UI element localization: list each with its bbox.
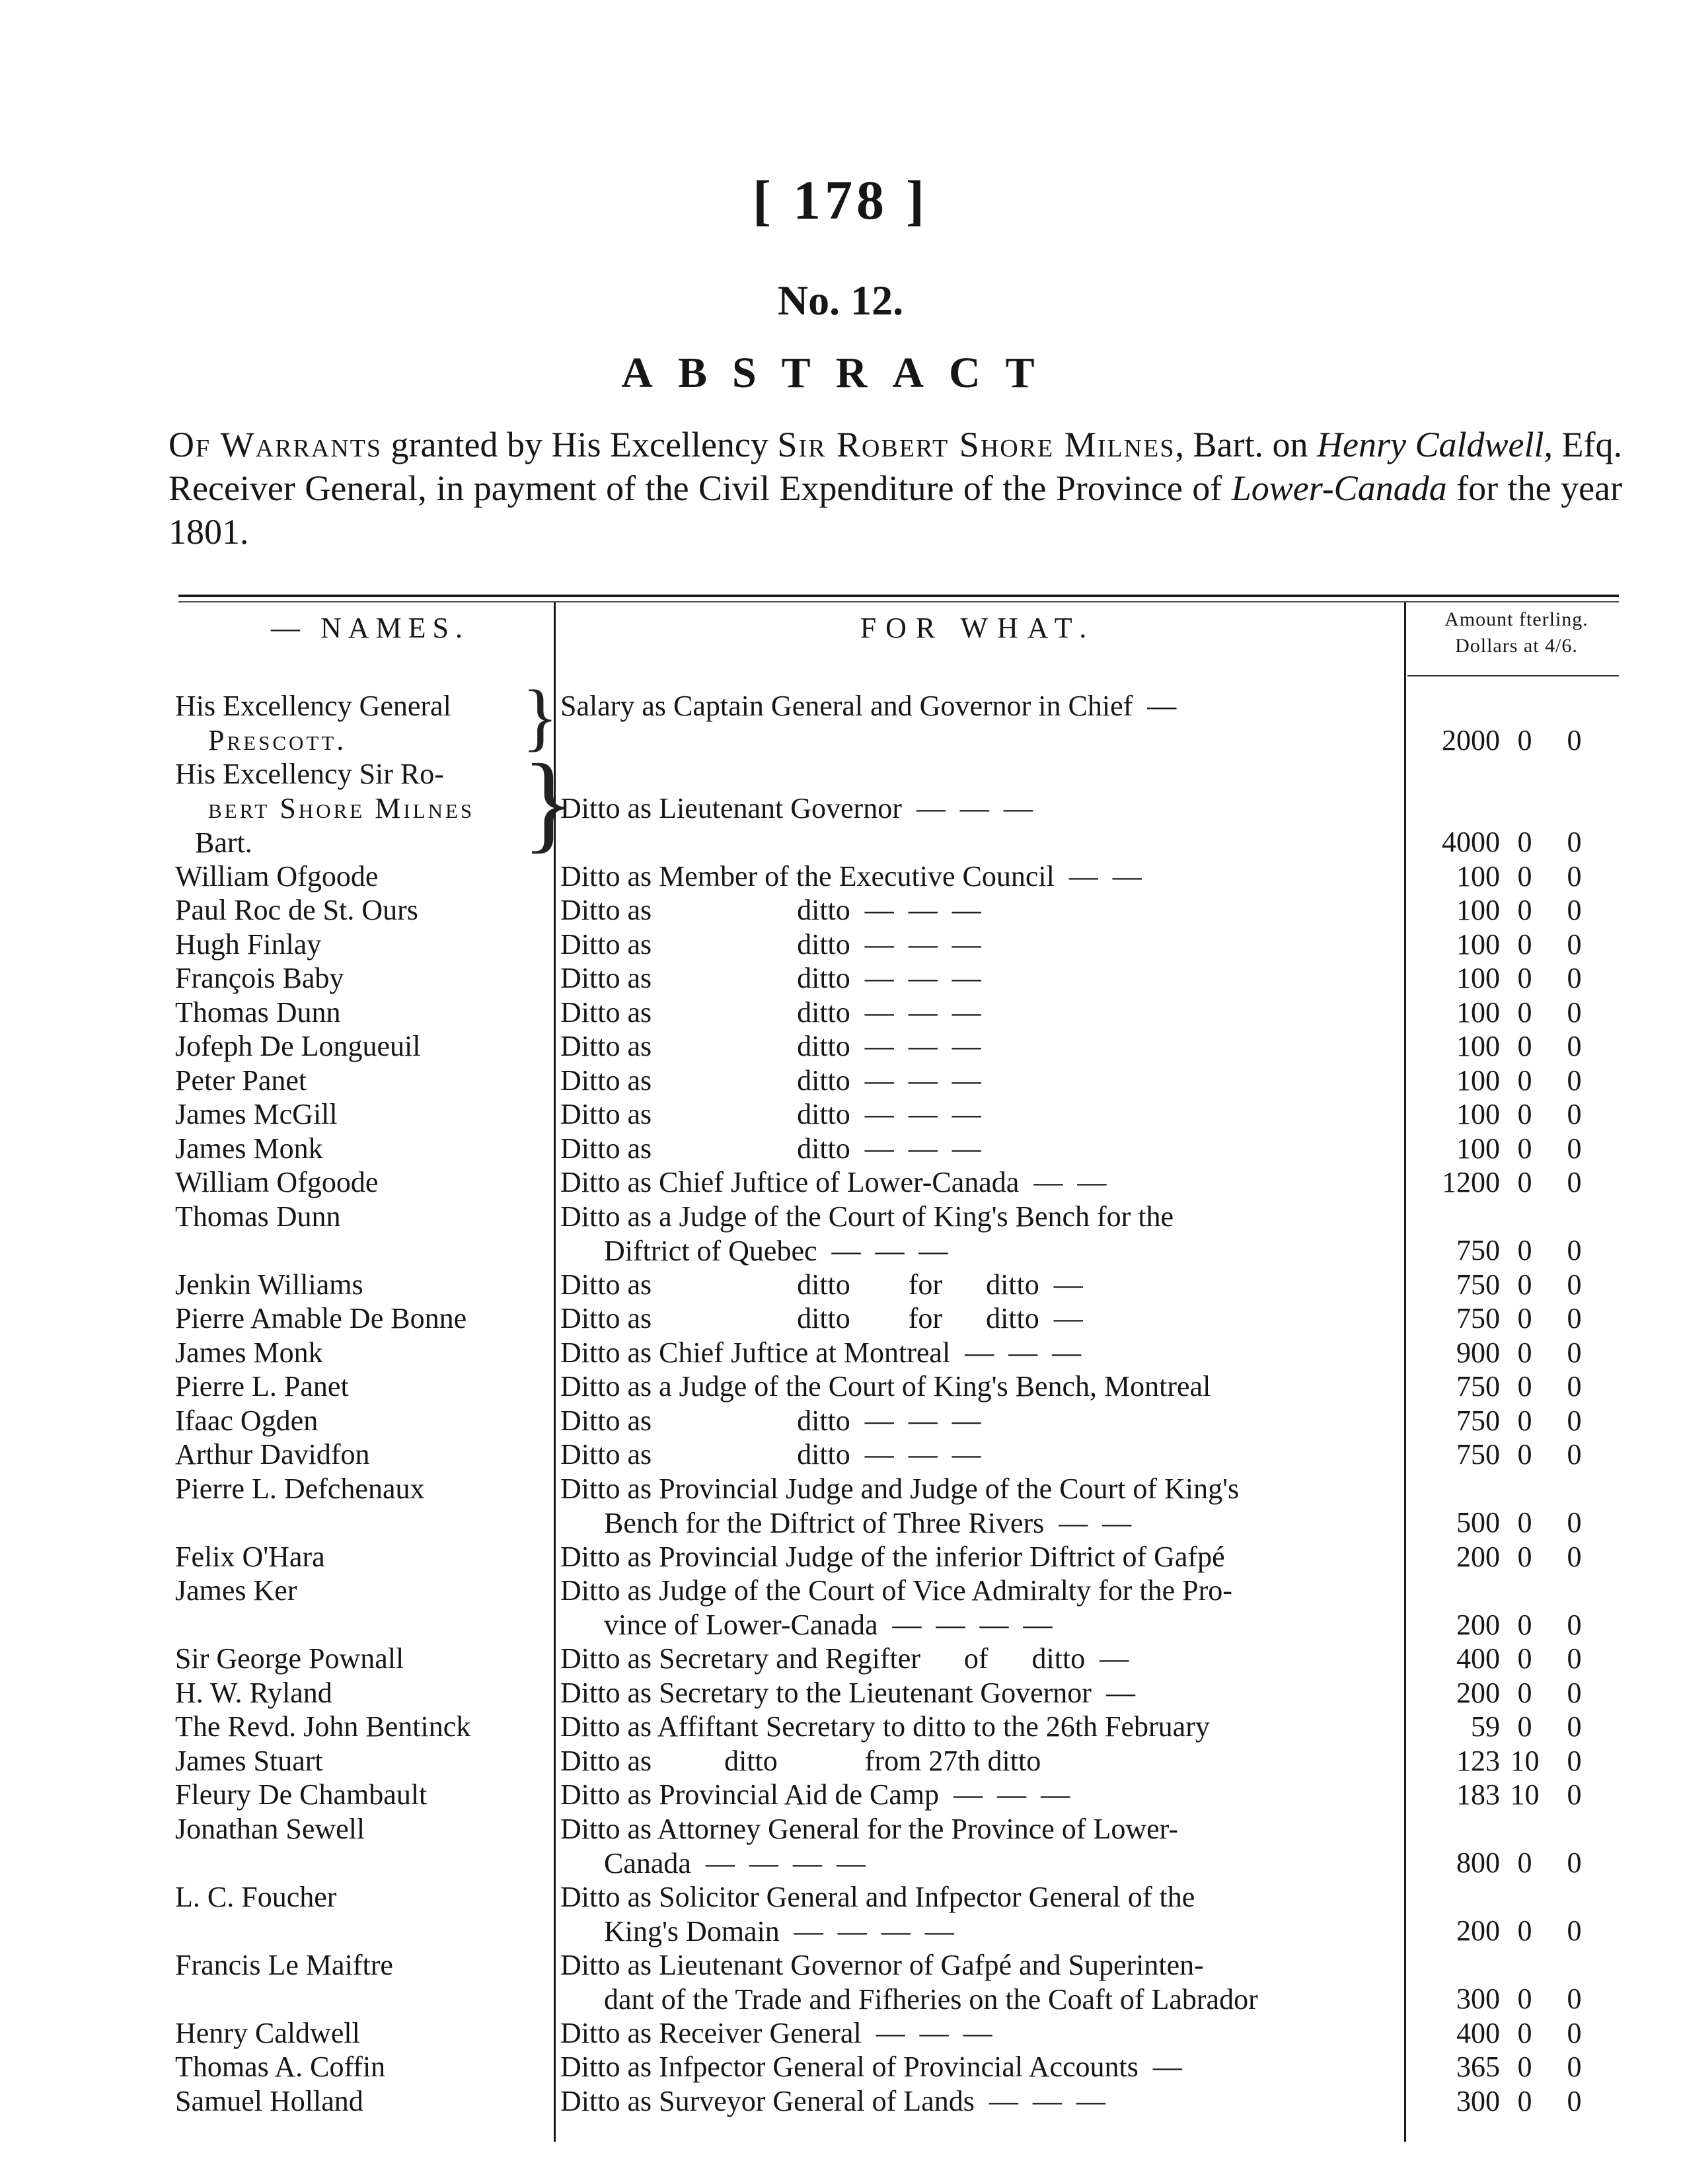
amount-pounds: 100 [1456,1132,1500,1165]
row-description [560,1369,1400,1404]
amount-pence: 0 [1567,962,1582,994]
row-description [560,1812,1400,1881]
row-name-line: L. C. Foucher [175,1880,337,1913]
amount-shillings: 0 [1517,1404,1532,1437]
header-amount-line2: Dollars at 4/6. [1455,635,1578,657]
row-amount [1414,1608,1625,1642]
document-title: ABSTRACT [621,349,1060,397]
row-description [560,1165,1400,1200]
amount-pounds: 200 [1456,1676,1500,1709]
row-amount [1414,1642,1625,1676]
amount-shillings: 0 [1517,996,1532,1029]
amount-shillings: 0 [1517,2084,1532,2117]
row-name-line: James Monk [175,1132,323,1165]
row-name [175,1165,545,1200]
row-description [560,1642,1400,1676]
amount-shillings: 0 [1517,1608,1532,1641]
intro-part-7: Lower-Canada [1231,468,1447,508]
amount-pounds: 300 [1456,2084,1500,2117]
row-amount [1414,2050,1625,2084]
intro-part-1: Of Warrants [168,425,383,464]
row-name [175,1369,545,1404]
row-name [175,961,545,996]
row-name-line: James Ker [175,1574,297,1607]
row-amount [1414,1914,1625,1948]
amount-pence: 0 [1567,1778,1582,1811]
row-description [560,1097,1400,1132]
amount-pence: 0 [1567,723,1582,756]
row-name [175,928,545,962]
row-name-line: Jofeph De Longueuil [175,1030,421,1062]
amount-pounds: 100 [1456,1064,1500,1097]
row-description [560,893,1400,928]
row-name-line: The Revd. John Bentinck [175,1710,471,1743]
row-description-line: Ditto as Chief Juftice of Lower-Canada — — [560,1166,1107,1198]
amount-pence: 0 [1567,1540,1582,1573]
amount-shillings: 0 [1517,1370,1532,1402]
amount-shillings: 0 [1517,1983,1532,2015]
header-amount-line1: Amount fterling. [1444,608,1588,630]
row-amount [1414,1132,1625,1166]
row-description [560,1880,1400,1949]
row-name [175,2050,545,2084]
row-name-line: Ifaac Ogden [175,1404,318,1437]
row-name [175,1200,545,1234]
amount-pounds: 1200 [1442,1166,1500,1198]
row-name-line: Jonathan Sewell [175,1812,365,1845]
amount-pence: 0 [1567,1404,1582,1437]
row-description [560,1200,1400,1268]
row-name [175,1948,545,1983]
header-amount-rule [1407,675,1619,676]
row-description-line: Ditto as ditto — — — [560,1132,981,1165]
amount-pounds: 200 [1456,1608,1500,1641]
row-name [175,1710,545,1744]
row-amount [1414,1778,1625,1812]
row-name [175,1676,545,1710]
amount-pence: 0 [1567,1608,1582,1641]
row-amount [1414,1301,1625,1336]
row-description [560,1132,1400,1166]
row-name-line: François Baby [175,962,344,994]
row-description [560,996,1400,1030]
row-name [175,1812,545,1846]
row-name-line: James Stuart [175,1744,323,1777]
row-description-line: Ditto as Receiver General — — — [560,2016,992,2049]
amount-pence: 0 [1567,2084,1582,2117]
amount-shillings: 10 [1510,1778,1540,1811]
row-name [175,996,545,1030]
row-description-line: Canada — — — — [560,1846,866,1879]
amount-pounds: 300 [1456,1983,1500,2015]
row-description [560,1472,1400,1541]
amount-shillings: 0 [1517,723,1532,756]
amount-pence: 0 [1567,996,1582,1029]
amount-pounds: 183 [1456,1778,1500,1811]
row-name [175,1574,545,1608]
amount-pence: 0 [1567,1064,1582,1097]
row-amount [1414,996,1625,1030]
intro-part-3: Sir Robert Shore Milnes [777,425,1176,464]
amount-pence: 0 [1567,1030,1582,1062]
intro-part-2: granted by His Excellency [382,425,778,464]
row-amount [1414,1064,1625,1098]
row-amount [1414,1744,1625,1778]
amount-shillings: 0 [1517,1302,1532,1334]
row-name-line: Bart. [195,826,252,859]
header-amount [1407,606,1625,659]
row-name [175,1301,545,1336]
row-description-line: Ditto as ditto — — — [560,894,981,926]
row-name [175,1880,545,1914]
amount-pence: 0 [1567,826,1582,858]
amount-shillings: 0 [1517,1540,1532,1573]
row-name-line: Pierre Amable De Bonne [175,1302,467,1334]
row-amount [1414,1710,1625,1744]
amount-pence: 0 [1567,859,1582,892]
amount-pence: 0 [1567,1268,1582,1301]
row-amount [1414,1369,1625,1404]
row-description-line: King's Domain — — — — [560,1914,954,1947]
row-description-line: Ditto as Solicitor General and Infpector General of the [560,1880,1195,1913]
row-name [175,2016,545,2051]
table-top-rule-thin [178,601,1619,602]
row-amount [1414,1506,1625,1540]
amount-shillings: 0 [1517,1710,1532,1743]
amount-shillings: 0 [1517,2016,1532,2049]
row-description-line: Ditto as ditto — — — [560,996,981,1029]
amount-pounds: 100 [1456,1030,1500,1062]
row-description [560,689,1400,723]
row-description-line: Ditto as ditto — — — [560,962,981,994]
amount-pence: 0 [1567,1983,1582,2015]
row-amount [1414,1165,1625,1200]
amount-pounds: 400 [1456,1642,1500,1675]
row-description-line: Ditto as Chief Juftice at Montreal — — — [560,1336,1082,1369]
row-description [560,1438,1400,1472]
amount-shillings: 0 [1517,1098,1532,1130]
row-description-line: Ditto as Lieutenant Governor — — — [560,792,1033,824]
row-description [560,1948,1400,2017]
amount-pounds: 750 [1456,1370,1500,1402]
row-amount [1414,1097,1625,1132]
amount-pounds: 100 [1456,859,1500,892]
row-description-line: Ditto as Attorney General for the Province of Lower- [560,1812,1179,1845]
intro-part-8: for the year 1801. [168,468,1622,552]
column-separator-amount [1404,602,1406,2142]
amount-shillings: 0 [1517,1336,1532,1369]
row-description-line: Ditto as ditto from 27th ditto [560,1744,1041,1777]
row-description-line: Ditto as ditto — — — [560,928,981,961]
row-name-line: Fleury De Chambault [175,1778,428,1811]
amount-pounds: 100 [1456,996,1500,1029]
row-description [560,1336,1400,1370]
amount-pence: 0 [1567,1642,1582,1675]
row-amount [1414,1336,1625,1370]
row-amount [1414,1404,1625,1438]
amount-pounds: 800 [1456,1846,1500,1879]
row-name-line: Jenkin Williams [175,1268,363,1301]
row-description-line: Ditto as ditto for ditto — [560,1302,1083,1334]
row-name [175,1097,545,1132]
row-description-line: vince of Lower-Canada — — — — [560,1609,1053,1641]
amount-pence: 0 [1567,2051,1582,2083]
amount-pounds: 750 [1456,1302,1500,1334]
amount-pence: 0 [1567,1846,1582,1879]
row-name-line: James Monk [175,1336,323,1369]
row-name-line: His Excellency General [175,690,451,722]
row-description [560,859,1400,894]
row-name [175,1404,545,1438]
amount-pounds: 365 [1456,2051,1500,2083]
row-description [560,2016,1400,2051]
amount-shillings: 0 [1517,962,1532,994]
row-name-line: Henry Caldwell [175,2016,360,2049]
amount-shillings: 0 [1517,1846,1532,1879]
row-name [175,1132,545,1166]
row-name-line: Paul Roc de St. Ours [175,894,418,926]
row-amount [1414,1540,1625,1574]
amount-pounds: 123 [1456,1744,1500,1777]
amount-shillings: 0 [1517,2051,1532,2083]
row-name-line: Thomas A. Coffin [175,2051,386,2083]
amount-shillings: 0 [1517,1166,1532,1198]
row-description-line: Ditto as Affiftant Secretary to ditto to the 26th February [560,1710,1210,1743]
amount-shillings: 10 [1510,1744,1540,1777]
row-name-line: William Ofgoode [175,1166,379,1198]
header-names: — NAMES. [270,612,470,644]
intro-part-5: Henry Caldwell [1317,425,1544,464]
intro-part-6: , Efq. Receiver General, in payment of the Civil Expenditure of the Province of [168,425,1622,508]
amount-pence: 0 [1567,1336,1582,1369]
row-name [175,1336,545,1370]
row-description-line: Ditto as ditto — — — [560,1098,981,1130]
row-amount [1414,893,1625,928]
row-name-line: James McGill [175,1098,338,1130]
amount-pounds: 750 [1456,1438,1500,1471]
row-name [175,893,545,928]
amount-pence: 0 [1567,1098,1582,1130]
amount-pence: 0 [1567,1438,1582,1471]
row-name-line: Sir George Pownall [175,1642,404,1675]
row-name-line: H. W. Ryland [175,1676,332,1709]
amount-pence: 0 [1567,1710,1582,1743]
amount-shillings: 0 [1517,1064,1532,1097]
row-description [560,2050,1400,2084]
row-description [560,1676,1400,1710]
row-name [175,1029,545,1064]
row-description-line: Ditto as Member of the Executive Council — — [560,859,1142,892]
row-amount [1414,1676,1625,1710]
row-description-line: Ditto as a Judge of the Court of King's Bench, Montreal [560,1370,1211,1402]
row-description-line: Bench for the Diftrict of Three Rivers — — [560,1506,1132,1539]
row-description-line: Ditto as Secretary to the Lieutenant Governor — [560,1676,1135,1709]
amount-shillings: 0 [1517,1030,1532,1062]
row-name-line: Prescott. [208,724,347,756]
row-name-line: Peter Panet [175,1064,307,1097]
row-description-line: Ditto as Infpector General of Provincial Accounts — [560,2051,1182,2083]
row-amount [1414,928,1625,962]
amount-shillings: 0 [1517,928,1532,961]
row-amount [1414,1029,1625,1064]
amount-shillings: 0 [1517,1132,1532,1165]
amount-pence: 0 [1567,1166,1582,1198]
row-amount [1414,825,1625,859]
amount-shillings: 0 [1517,1268,1532,1301]
row-name [175,1540,545,1574]
row-description [560,757,1400,826]
amount-pence: 0 [1567,1914,1582,1947]
amount-pounds: 500 [1456,1506,1500,1539]
amount-shillings: 0 [1517,1676,1532,1709]
row-description-line: Ditto as Surveyor General of Lands — — — [560,2084,1105,2117]
row-description [560,1540,1400,1574]
row-description-line: Ditto as Judge of the Court of Vice Admiralty for the Pro- [560,1574,1232,1607]
document-number: No. 12. [777,277,904,324]
row-name [175,1472,545,1506]
table-top-rule [178,595,1619,597]
row-description-line [560,757,1400,791]
amount-pounds: 200 [1456,1540,1500,1573]
row-description-line: Ditto as ditto for ditto — [560,1268,1083,1301]
amount-shillings: 0 [1517,826,1532,858]
amount-pence: 0 [1567,1302,1582,1334]
amount-pence: 0 [1567,1676,1582,1709]
amount-shillings: 0 [1517,1642,1532,1675]
row-description-line: Ditto as ditto — — — [560,1030,981,1062]
row-name-line: Arthur Davidfon [175,1438,370,1471]
row-description [560,1574,1400,1642]
row-description-line: Ditto as Provincial Aid de Camp — — — [560,1778,1070,1811]
row-description [560,1064,1400,1098]
amount-shillings: 0 [1517,1234,1532,1266]
row-amount [1414,859,1625,894]
amount-pence: 0 [1567,894,1582,926]
row-name-line: Pierre L. Defchenaux [175,1472,425,1505]
row-description-line: Ditto as a Judge of the Court of King's Bench for the [560,1200,1174,1233]
row-name-line: Pierre L. Panet [175,1370,349,1402]
row-description [560,1710,1400,1744]
row-description-line: Ditto as ditto — — — [560,1064,981,1097]
row-name [175,1268,545,1302]
amount-pounds: 200 [1456,1914,1500,1947]
row-description-line: Ditto as ditto — — — [560,1438,981,1471]
row-amount [1414,723,1625,758]
row-description [560,2084,1400,2119]
row-description-line: Ditto as ditto — — — [560,1404,981,1437]
amount-pounds: 4000 [1442,826,1500,858]
row-name-line: William Ofgoode [175,859,379,892]
row-description [560,1404,1400,1438]
row-amount [1414,1268,1625,1302]
amount-pounds: 750 [1456,1404,1500,1437]
row-description-line: Ditto as Secretary and Regifter of ditto — [560,1642,1129,1675]
amount-pence: 0 [1567,1234,1582,1266]
row-amount [1414,1438,1625,1472]
row-name-line: Thomas Dunn [175,996,341,1029]
row-amount [1414,961,1625,996]
row-description [560,1778,1400,1812]
amount-pence: 0 [1567,1506,1582,1539]
row-name-line: Hugh Finlay [175,928,322,961]
row-name [175,757,545,860]
amount-pounds: 100 [1456,894,1500,926]
amount-pounds: 900 [1456,1336,1500,1369]
row-description-line: Ditto as Provincial Judge and Judge of the Court of King's [560,1472,1240,1505]
amount-pence: 0 [1567,928,1582,961]
row-description-line: Salary as Captain General and Governor in Chief — [560,690,1177,722]
brace-glyph: } [522,741,575,863]
intro-part-4: , Bart. on [1175,425,1318,464]
header-for-what: FOR WHAT. [860,612,1096,644]
row-amount [1414,2084,1625,2119]
amount-pounds: 750 [1456,1234,1500,1266]
row-description [560,1744,1400,1778]
row-description-line: Ditto as Provincial Judge of the inferior Diftrict of Gafpé [560,1540,1225,1573]
row-amount [1414,1846,1625,1880]
row-name [175,859,545,894]
row-amount [1414,2016,1625,2051]
row-name [175,1438,545,1472]
row-amount [1414,1233,1625,1268]
row-description [560,1029,1400,1064]
amount-pounds: 100 [1456,962,1500,994]
row-description [560,928,1400,962]
row-description-line: Ditto as Lieutenant Governor of Gafpé and Superinten- [560,1948,1204,1981]
amount-pence: 0 [1567,1744,1582,1777]
row-name-line: Francis Le Maiftre [175,1948,393,1981]
amount-shillings: 0 [1517,859,1532,892]
amount-pounds: 400 [1456,2016,1500,2049]
row-name [175,1778,545,1812]
row-description [560,961,1400,996]
intro-paragraph [168,423,1622,554]
amount-shillings: 0 [1517,1438,1532,1471]
row-description-line: dant of the Trade and Fifheries on the Coaft of Labrador [560,1983,1258,2016]
amount-pounds: 100 [1456,928,1500,961]
row-name-line: Samuel Holland [175,2084,363,2117]
row-name-line: Felix O'Hara [175,1540,325,1573]
amount-pence: 0 [1567,2016,1582,2049]
row-description [560,1301,1400,1336]
row-name [175,1642,545,1676]
amount-pounds: 2000 [1442,723,1500,756]
amount-pence: 0 [1567,1132,1582,1165]
amount-pounds: 100 [1456,1098,1500,1130]
row-name-line: Thomas Dunn [175,1200,341,1233]
amount-pounds: 59 [1471,1710,1500,1743]
amount-pence: 0 [1567,1370,1582,1402]
row-amount [1414,1982,1625,2016]
row-name [175,1064,545,1098]
row-description-line: Diftrict of Quebec — — — [560,1234,948,1267]
amount-shillings: 0 [1517,1914,1532,1947]
row-name [175,1744,545,1778]
brace-glyph: } [522,674,558,758]
amount-shillings: 0 [1517,894,1532,926]
row-description [560,1268,1400,1302]
row-name [175,689,545,758]
row-name-line: bert Shore Milnes [208,792,475,824]
row-name-line: His Excellency Sir Ro- [175,758,444,790]
amount-shillings: 0 [1517,1506,1532,1539]
row-name [175,2084,545,2119]
page-number: [ 178 ] [753,170,928,231]
amount-pounds: 750 [1456,1268,1500,1301]
